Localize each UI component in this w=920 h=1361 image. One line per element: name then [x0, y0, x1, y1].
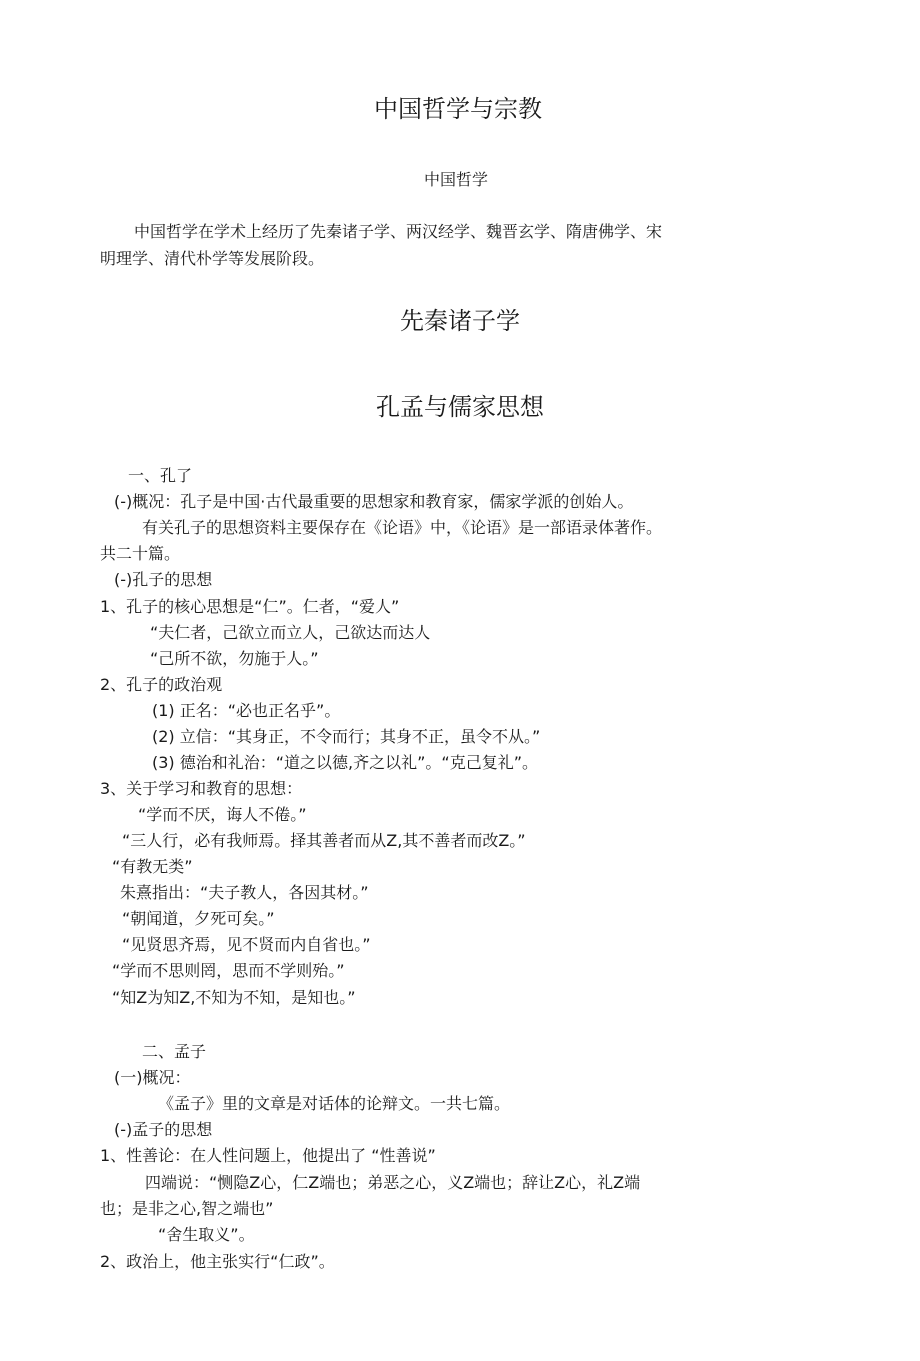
mengzi-overview-heading: (一)概况：: [114, 1068, 191, 1087]
kongzi-point-2-item-2: (2) 立信：“其身正，不令而行；其身不正，虽令不从。”: [152, 727, 541, 746]
mengzi-point-2: 2、政治上，他主张实行“仁政”。: [100, 1252, 335, 1271]
intro-line-1: 中国哲学在学术上经历了先秦诸子学、两汉经学、魏晋玄学、隋唐佛学、宋: [134, 222, 663, 241]
intro-line-2: 明理学、清代朴学等发展阶段。: [100, 249, 325, 268]
kongzi-quote-3: “有教无类”: [112, 857, 193, 876]
section-heading-confucian: 孔孟与儒家思想: [376, 393, 544, 421]
document-title: 中国哲学与宗教: [374, 95, 542, 123]
mengzi-point-1-line-c: “舍生取义”。: [158, 1225, 255, 1244]
kongzi-point-1-quote-a: “夫仁者，己欲立而立人，己欲达而达人: [150, 623, 431, 642]
kongzi-point-3: 3、关于学习和教育的思想：: [100, 779, 303, 798]
mengzi-overview: 《孟子》里的文章是对话体的论辩文。一共七篇。: [158, 1094, 511, 1113]
section-heading-pre-qin: 先秦诸子学: [400, 307, 520, 335]
kongzi-quote-6: “见贤思齐焉，见不贤而内自省也。”: [122, 935, 371, 954]
kongzi-point-2-item-1: (1) 正名：“必也正名乎”。: [152, 701, 341, 720]
mengzi-point-1: 1、性善论：在人性问题上，他提出了 “性善说”: [100, 1146, 436, 1165]
kongzi-thought-heading: (-)孔子的思想: [114, 570, 213, 589]
kongzi-source-line-2: 共二十篇。: [100, 544, 181, 563]
kongzi-quote-4: 朱熹指出：“夫子教人，各因其材。”: [120, 883, 369, 902]
kongzi-heading: 一、孔了: [128, 466, 193, 485]
kongzi-point-2: 2、孔子的政治观: [100, 675, 223, 694]
kongzi-quote-7: “学而不思则罔，思而不学则殆。”: [112, 961, 345, 980]
kongzi-quote-5: “朝闻道，夕死可矣。”: [122, 909, 275, 928]
mengzi-point-1-line-a: 四端说：“恻隐Z心，仁Z端也；弟恶之心，义Z端也；辞让Z心，礼Z端: [145, 1173, 641, 1192]
kongzi-point-2-item-3: (3) 德治和礼治：“道之以德,齐之以礼”。“克己复礼”。: [152, 753, 538, 772]
kongzi-source-line-1: 有关孔子的思想资料主要保存在《论语》中，《论语》是一部语录体著作。: [142, 518, 663, 537]
document-subtitle: 中国哲学: [424, 170, 489, 189]
kongzi-quote-8: “知Z为知Z,不知为不知，是知也。”: [112, 988, 356, 1007]
mengzi-thought-heading: (-)孟子的思想: [114, 1120, 213, 1139]
mengzi-heading: 二、孟子: [142, 1042, 207, 1061]
kongzi-point-1-quote-b: “己所不欲，勿施于人。”: [150, 649, 319, 668]
kongzi-point-1: 1、孔子的核心思想是“仁”。仁者，“爱人”: [100, 597, 400, 616]
kongzi-quote-2: “三人行，必有我师焉。择其善者而从Z,其不善者而改Z。”: [122, 831, 526, 850]
kongzi-overview: (-)概况：孔子是中国·古代最重要的思想家和教育家，儒家学派的创始人。: [114, 492, 634, 511]
mengzi-point-1-line-b: 也；是非之心,智之端也”: [100, 1199, 274, 1218]
kongzi-quote-1: “学而不厌，诲人不倦。”: [138, 805, 307, 824]
